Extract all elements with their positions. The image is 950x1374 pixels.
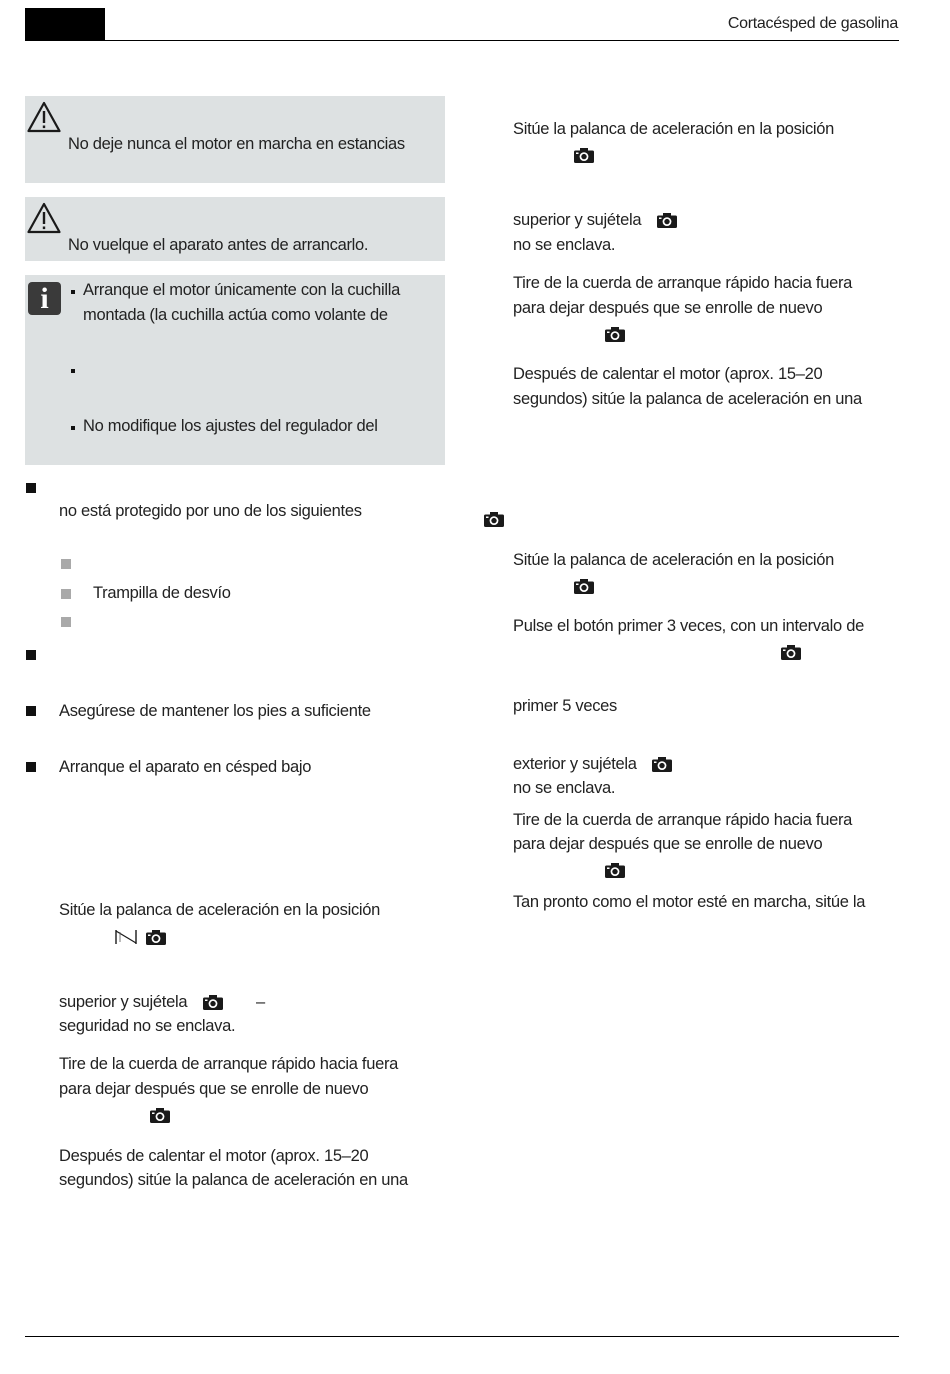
step-hold: superior y sujétela [59,993,188,1011]
r-step-hold: superior y sujétela [513,211,642,229]
r-cold-hold-cont: no se enclava. [513,779,616,797]
info-box [25,275,445,465]
step-pull-cont: para dejar después que se enrolle de nuevo [59,1080,369,1098]
header-black-block [25,8,105,40]
r-step-throttle: Sitúe la palanca de aceleración en la posición [513,120,835,138]
camera-icon [605,327,625,342]
warning-triangle-icon [27,202,61,234]
camera-icon [574,148,594,163]
grass-text: Arranque el aparato en césped bajo [59,758,312,776]
r-cold-running: Tan pronto como el motor esté en marcha, sitúe la [513,893,866,911]
step-pull: Tire de la cuerda de arranque rápido hacia fuera [59,1055,399,1073]
camera-icon [574,579,594,594]
grey-bullet [61,589,71,599]
grey-bullet [61,617,71,627]
r-cold-primer: Pulse el botón primer 3 veces, con un intervalo de [513,617,864,635]
camera-icon [146,930,166,945]
square-bullet [26,483,36,493]
warning-triangle-icon [27,101,61,133]
protected-text: no está protegido por uno de los siguientes [59,502,362,520]
step-warm-cont: segundos) sitúe la palanca de aceleración en una [59,1171,408,1189]
warning-text-1: No deje nunca el motor en marcha en estancias [68,135,405,153]
r-step-warm: Después de calentar el motor (aprox. 15–20 [513,365,823,383]
r-cold-hold: exterior y sujétela [513,755,637,773]
info-icon: i [28,282,61,315]
step-hold-cont: seguridad no se enclava. [59,1017,236,1035]
camera-icon [150,1108,170,1123]
feet-text: Asegúrese de mantener los pies a suficiente [59,702,371,720]
camera-icon [657,213,677,228]
r-cold-primer-5: primer 5 veces [513,697,618,715]
page-header-title: Cortacésped de gasolina [727,15,898,32]
warning-text-2: No vuelque el aparato antes de arrancarlo. [68,236,369,254]
camera-icon [781,645,801,660]
header-rule [25,40,899,41]
bullet [71,426,75,430]
step-warm: Después de calentar el motor (aprox. 15–20 [59,1147,369,1165]
grey-bullet [61,559,71,569]
camera-icon [484,512,504,527]
r-step-hold-cont: no se enclava. [513,236,616,254]
r-step-pull-cont: para dejar después que se enrolle de nuevo [513,299,823,317]
square-bullet [26,650,36,660]
camera-icon [605,863,625,878]
info-item-3: No modifique los ajustes del regulador del [83,417,378,435]
camera-icon [203,995,223,1010]
square-bullet [26,762,36,772]
info-item-1: Arranque el motor únicamente con la cuchilla [83,281,400,299]
info-item-1-cont: montada (la cuchilla actúa como volante de [83,306,388,324]
camera-icon [652,757,672,772]
step-throttle: Sitúe la palanca de aceleración en la posición [59,901,381,919]
bullet [71,369,75,373]
r-cold-pull: Tire de la cuerda de arranque rápido hacia fuera [513,811,853,829]
footer-rule [25,1336,899,1337]
r-cold-pull-cont: para dejar después que se enrolle de nuevo [513,835,823,853]
bullet [71,290,75,294]
r-step-warm-cont: segundos) sitúe la palanca de aceleración en una [513,390,862,408]
sub-item-deflector: Trampilla de desvío [93,584,231,602]
r-cold-throttle: Sitúe la palanca de aceleración en la posición [513,551,835,569]
r-step-pull: Tire de la cuerda de arranque rápido hacia fuera [513,274,853,292]
dash: – [256,993,265,1011]
choke-symbol-icon [114,929,138,945]
square-bullet [26,706,36,716]
